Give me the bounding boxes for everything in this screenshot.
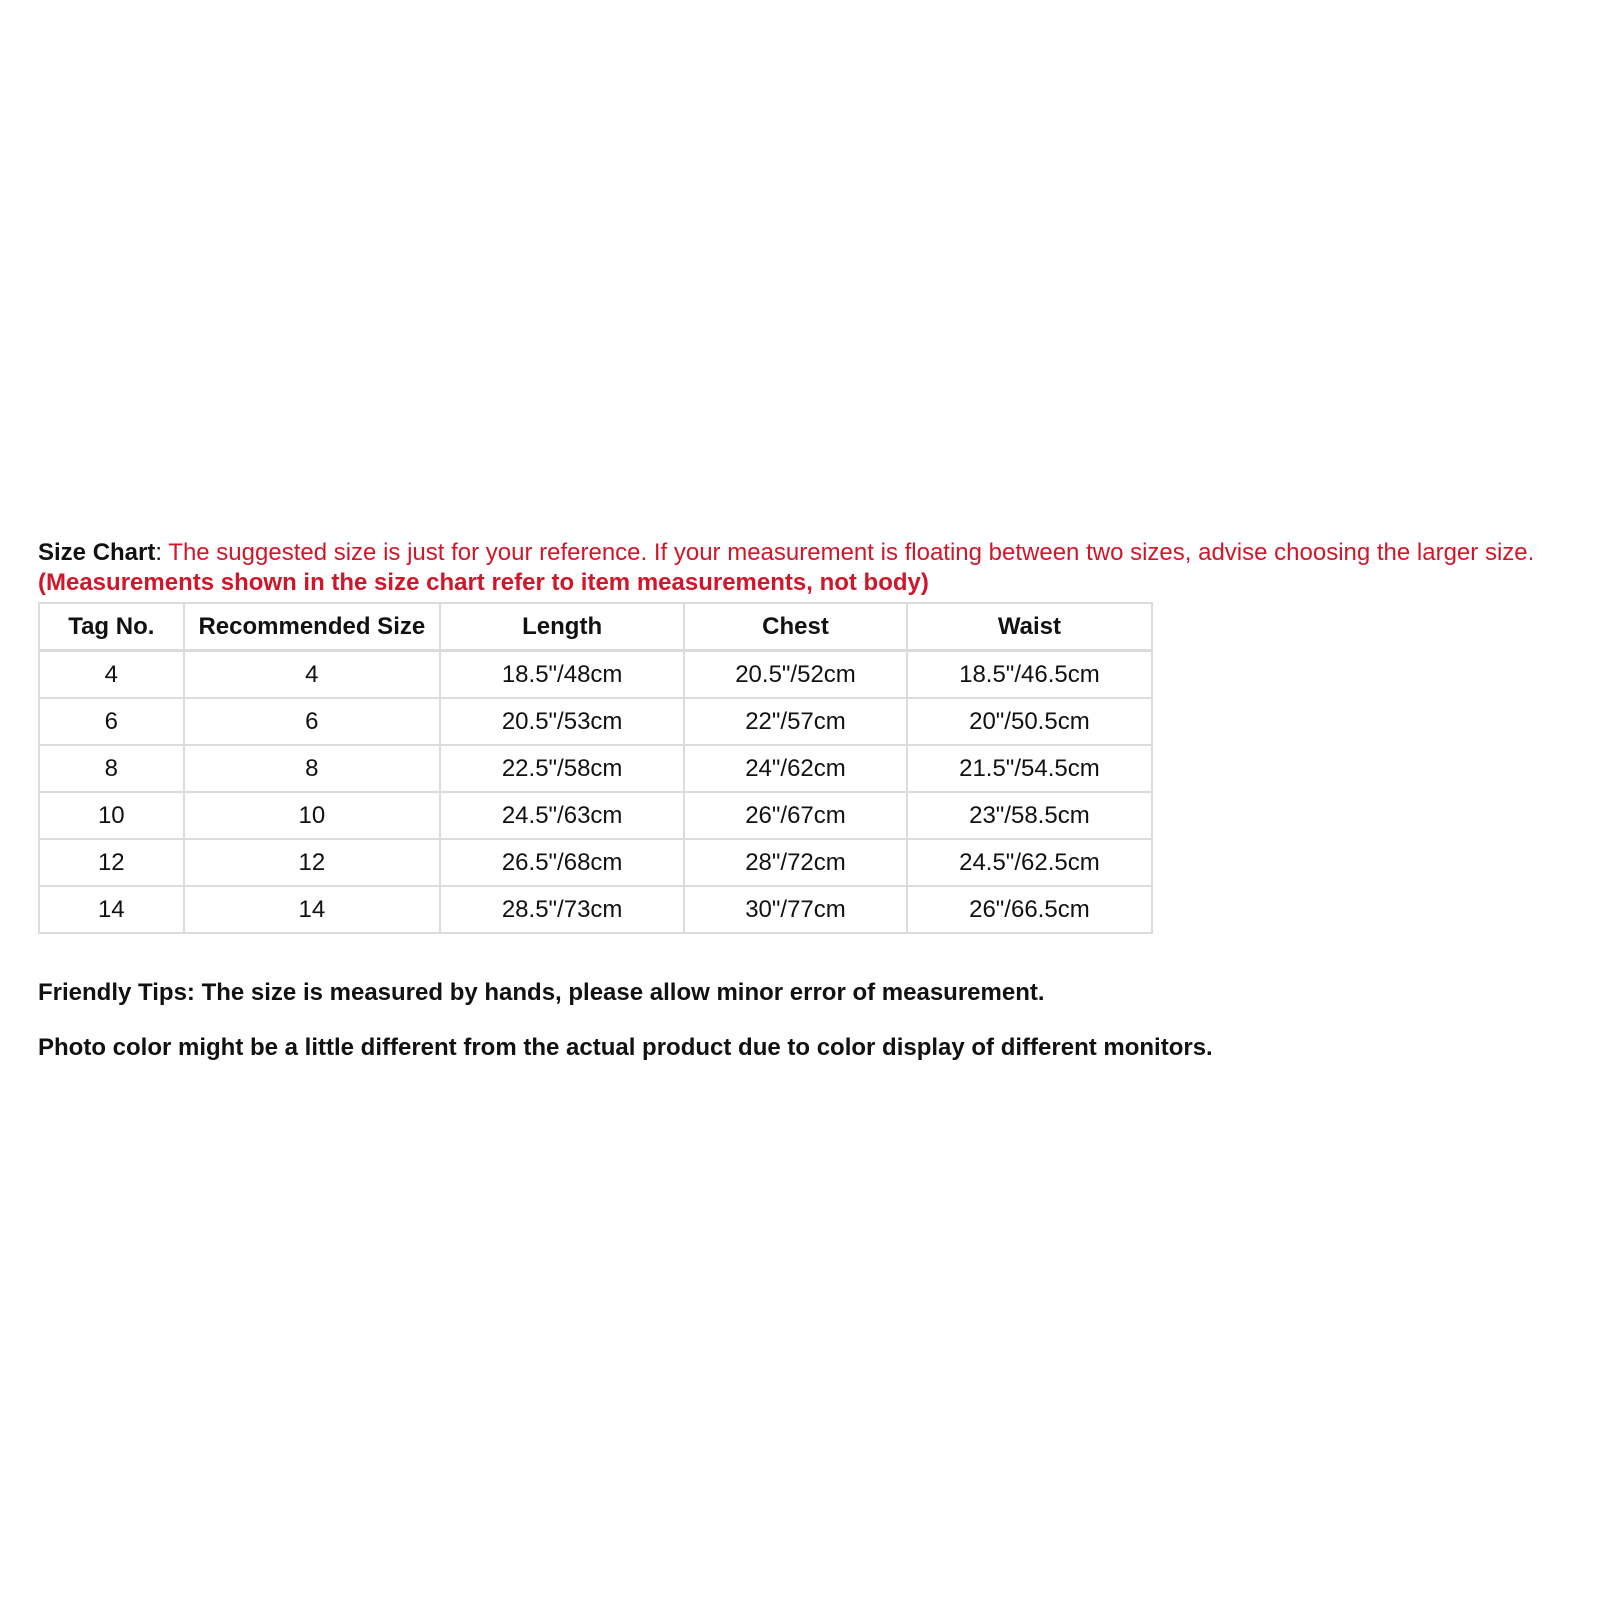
- cell-recommended-size: 12: [184, 839, 440, 886]
- cell-tag-no: 14: [39, 886, 184, 933]
- cell-tag-no: 10: [39, 792, 184, 839]
- cell-waist: 26"/66.5cm: [907, 886, 1152, 933]
- size-chart-label: Size Chart: [38, 539, 156, 566]
- table-header-row: [39, 603, 1152, 651]
- table-row: [39, 745, 1152, 792]
- size-table: [38, 602, 1153, 934]
- cell-chest: 26"/67cm: [684, 792, 907, 839]
- cell-recommended-size: 10: [184, 792, 440, 839]
- cell-chest: 22"/57cm: [684, 698, 907, 745]
- cell-tag-no: 12: [39, 839, 184, 886]
- cell-recommended-size: 14: [184, 886, 440, 933]
- cell-tag-no: 8: [39, 745, 184, 792]
- cell-waist: 24.5"/62.5cm: [907, 839, 1152, 886]
- cell-chest: 24"/62cm: [684, 745, 907, 792]
- cell-chest: 30"/77cm: [684, 886, 907, 933]
- size-chart-intro: [38, 538, 1578, 598]
- friendly-tips: [38, 978, 1578, 1063]
- cell-chest: 20.5"/52cm: [684, 651, 907, 699]
- header-recommended-size: Recommended Size: [184, 603, 440, 651]
- header-chest: Chest: [684, 603, 907, 651]
- size-chart-colon: :: [155, 539, 163, 566]
- table-row: [39, 839, 1152, 886]
- table-row: [39, 698, 1152, 745]
- header-waist: Waist: [907, 603, 1152, 651]
- header-length: Length: [440, 603, 684, 651]
- table-row: [39, 792, 1152, 839]
- cell-length: 22.5"/58cm: [440, 745, 684, 792]
- size-chart-note: The suggested size is just for your reference. If your measurement is floating between two sizes, advise choosing the larger size.: [162, 539, 1535, 566]
- table-row: [39, 886, 1152, 933]
- cell-chest: 28"/72cm: [684, 839, 907, 886]
- tip-measurement: Friendly Tips: The size is measured by hands, please allow minor error of measurement.: [38, 979, 1045, 1006]
- cell-waist: 20"/50.5cm: [907, 698, 1152, 745]
- tip-color: Photo color might be a little different from the actual product due to color display of different monitors.: [38, 1034, 1213, 1061]
- cell-waist: 23"/58.5cm: [907, 792, 1152, 839]
- cell-length: 28.5"/73cm: [440, 886, 684, 933]
- cell-tag-no: 4: [39, 651, 184, 699]
- cell-length: 24.5"/63cm: [440, 792, 684, 839]
- cell-recommended-size: 6: [184, 698, 440, 745]
- cell-length: 20.5"/53cm: [440, 698, 684, 745]
- cell-length: 26.5"/68cm: [440, 839, 684, 886]
- cell-recommended-size: 8: [184, 745, 440, 792]
- cell-length: 18.5"/48cm: [440, 651, 684, 699]
- cell-waist: 18.5"/46.5cm: [907, 651, 1152, 699]
- header-tag-no: Tag No.: [39, 603, 184, 651]
- cell-waist: 21.5"/54.5cm: [907, 745, 1152, 792]
- cell-recommended-size: 4: [184, 651, 440, 699]
- table-row: [39, 651, 1152, 699]
- size-chart-section: [38, 538, 1578, 1088]
- cell-tag-no: 6: [39, 698, 184, 745]
- size-chart-emphasis: (Measurements shown in the size chart refer to item measurements, not body): [38, 569, 929, 596]
